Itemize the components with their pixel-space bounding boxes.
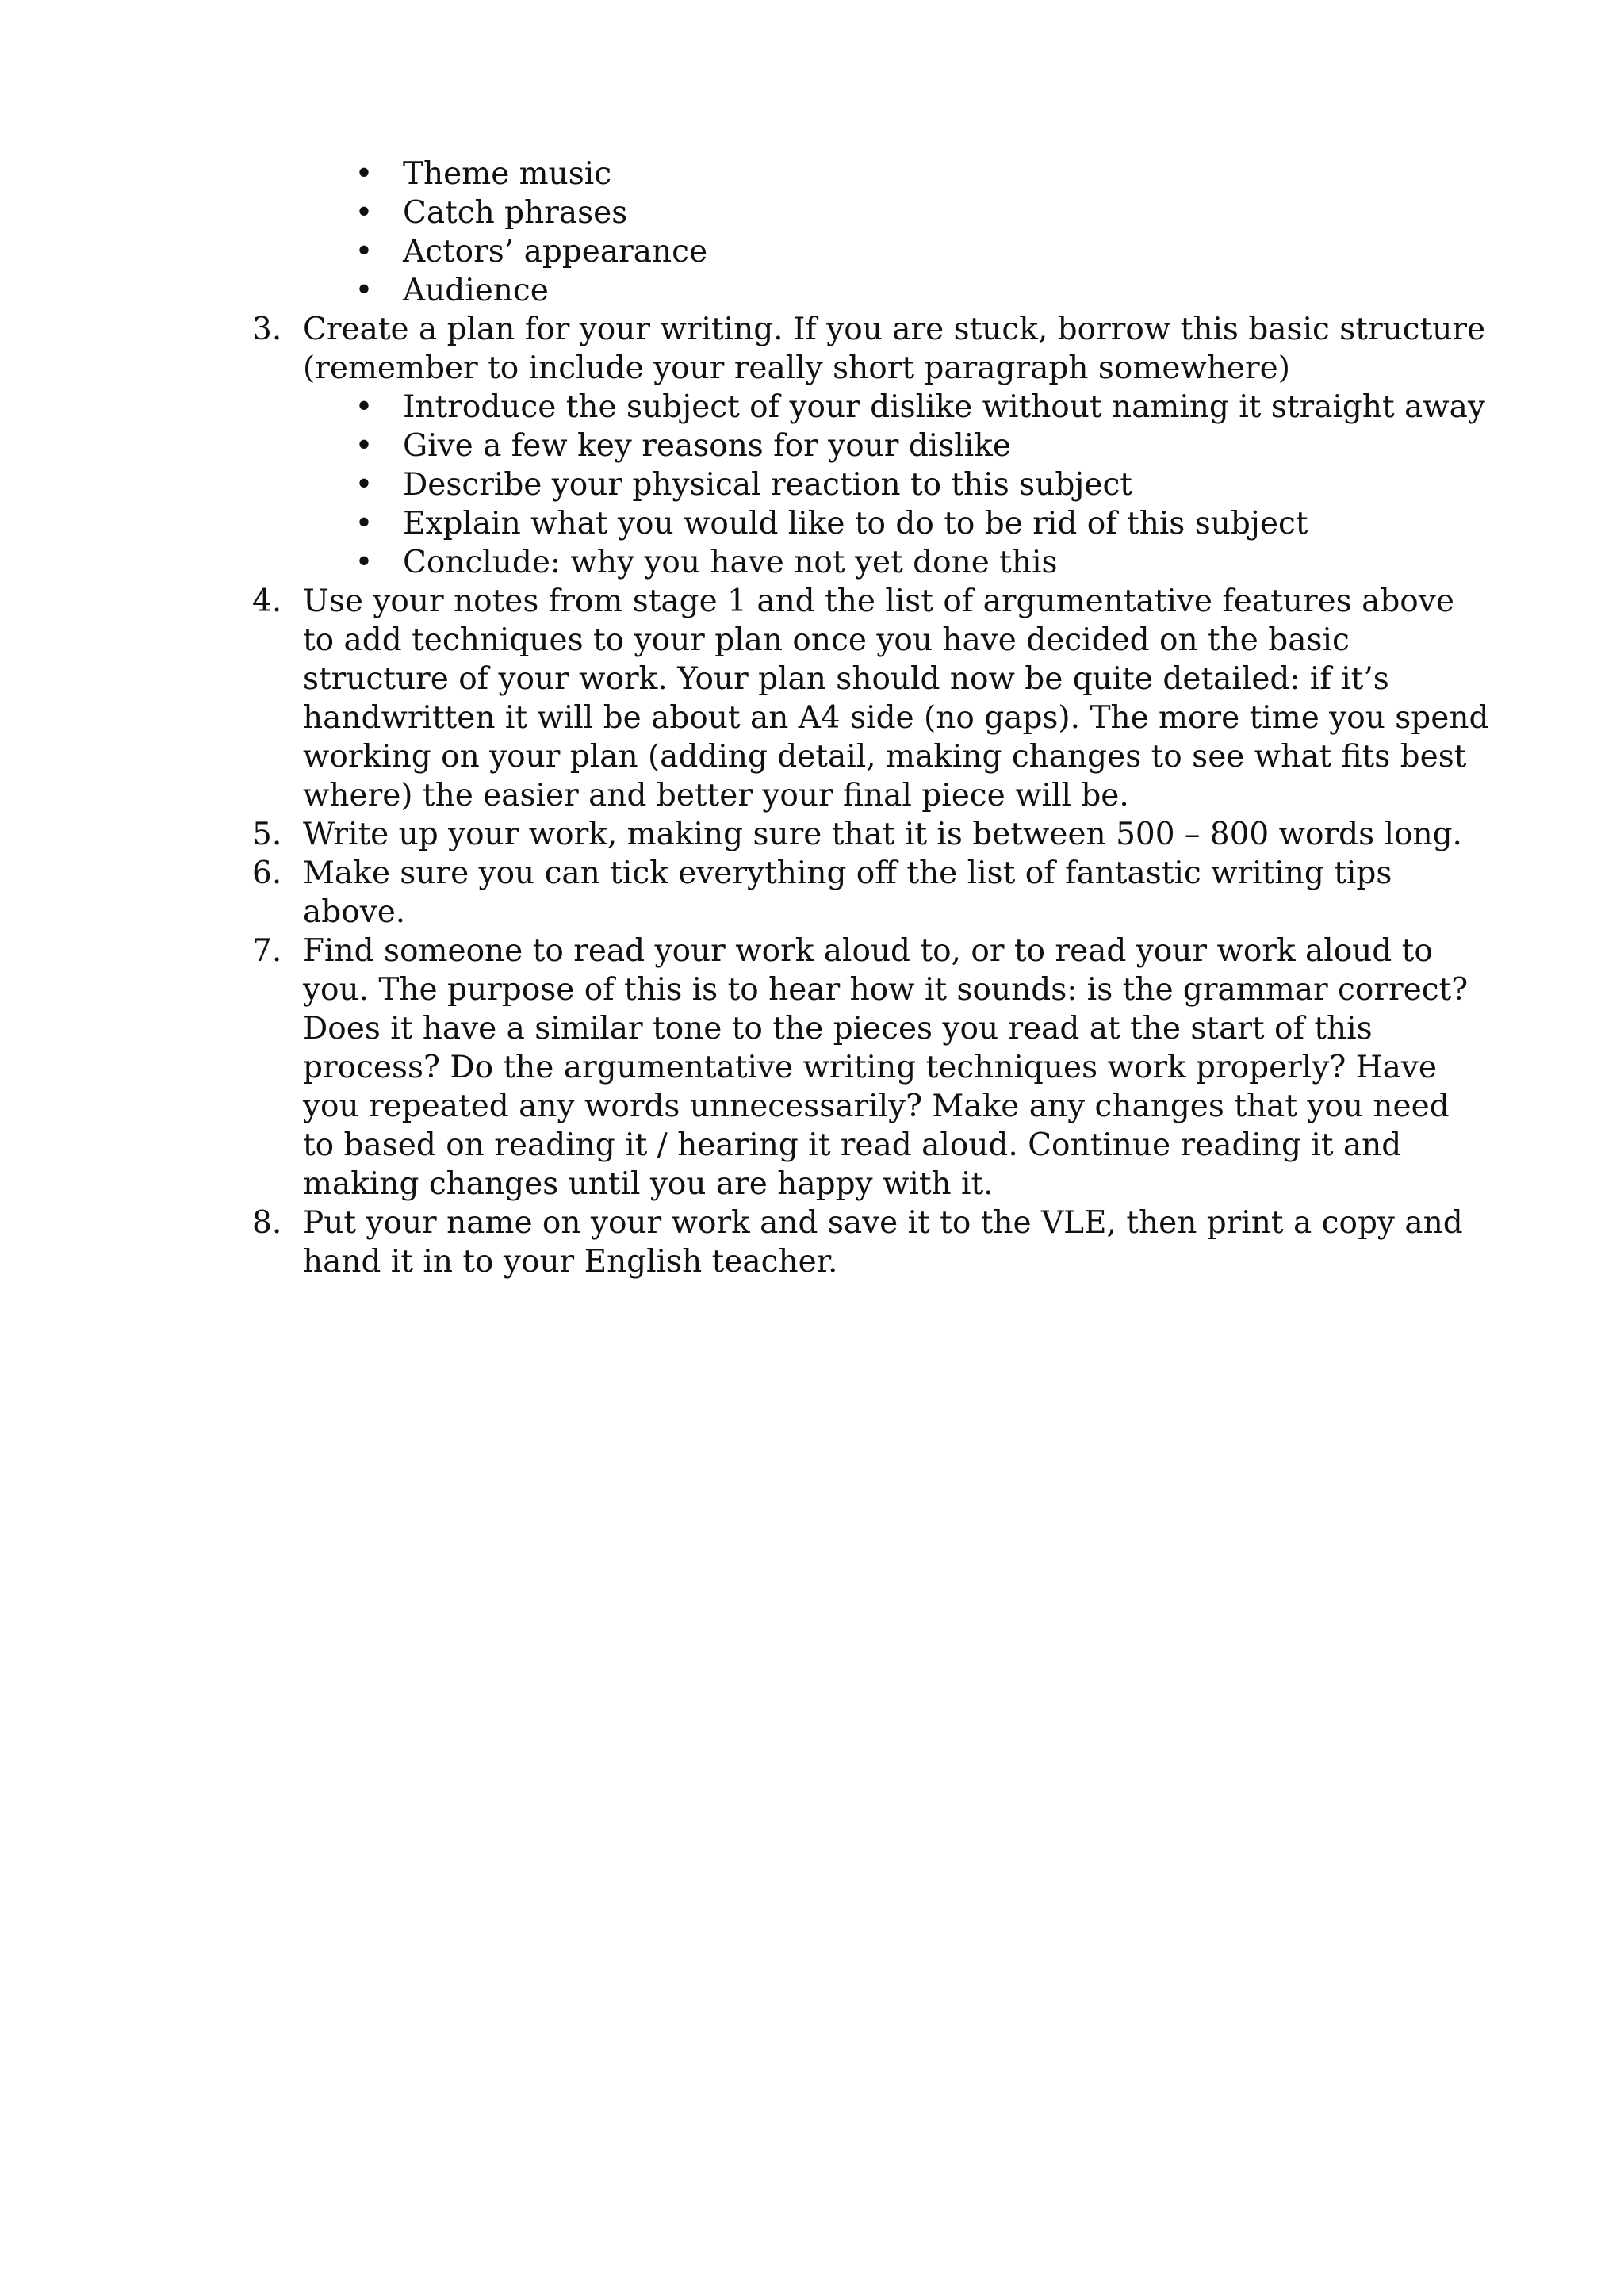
step-6 bbox=[252, 854, 1489, 932]
bullet-icon: • bbox=[354, 506, 373, 541]
bullet-text: Describe your physical reaction to this subject bbox=[403, 467, 1132, 503]
list-item bbox=[252, 388, 1489, 427]
bullet-text: Audience bbox=[403, 273, 549, 308]
bullet-text: Actors’ appearance bbox=[403, 234, 708, 270]
bullet-icon: • bbox=[354, 428, 373, 464]
list-item bbox=[252, 427, 1489, 465]
bullet-icon: • bbox=[354, 545, 373, 580]
step-number: 5. bbox=[252, 817, 282, 852]
list-item bbox=[252, 193, 1489, 232]
top-bullet-list bbox=[252, 155, 1489, 310]
step-text: Find someone to read your work aloud to, or to read your work aloud to you. The purpose of this is to hear how it sounds: is the grammar correct? Does it have a similar tone to the pieces you read at the start of this process? Do the argumentative writing techniques work properly? Have you repeated any words unnecessarily? Make any changes that you need to based on reading it / hearing it read aloud. Continue reading it and making changes until you are happy with it. bbox=[303, 933, 1469, 1202]
instructions-content bbox=[252, 155, 1489, 1281]
step-7 bbox=[252, 932, 1489, 1203]
step-number: 7. bbox=[252, 933, 282, 969]
bullet-text: Introduce the subject of your dislike without naming it straight away bbox=[403, 389, 1485, 425]
bullet-icon: • bbox=[354, 273, 373, 308]
step-text: Use your notes from stage 1 and the list of argumentative features above to add techniques to your plan once you have decided on the basic structure of your work. Your plan should now be quite detailed: if it’s handwritten it will be about an A4 side (no gaps). The more time you spend working on your plan (adding detail, making changes to see what fits best where) the easier and better your final piece will be. bbox=[303, 584, 1489, 813]
step-3 bbox=[252, 310, 1489, 582]
list-item bbox=[252, 155, 1489, 193]
step-number: 8. bbox=[252, 1205, 282, 1241]
step-3-bullet-list bbox=[252, 388, 1489, 582]
step-number: 6. bbox=[252, 855, 282, 891]
bullet-text: Catch phrases bbox=[403, 195, 628, 231]
step-text: Create a plan for your writing. If you are stuck, borrow this basic structure (remember to include your really short paragraph somewhere) bbox=[303, 312, 1486, 386]
bullet-icon: • bbox=[354, 156, 373, 192]
bullet-text: Give a few key reasons for your dislike bbox=[403, 428, 1011, 464]
bullet-icon: • bbox=[354, 195, 373, 231]
bullet-text: Theme music bbox=[403, 156, 612, 192]
list-item bbox=[252, 271, 1489, 310]
list-item bbox=[252, 504, 1489, 543]
list-item bbox=[252, 232, 1489, 271]
step-text: Write up your work, making sure that it is between 500 – 800 words long. bbox=[303, 817, 1462, 852]
step-text: Make sure you can tick everything off the list of fantastic writing tips above. bbox=[303, 855, 1392, 930]
bullet-text: Conclude: why you have not yet done this bbox=[403, 545, 1058, 580]
step-4 bbox=[252, 582, 1489, 815]
step-number: 4. bbox=[252, 584, 282, 619]
list-item bbox=[252, 465, 1489, 504]
step-5 bbox=[252, 815, 1489, 854]
bullet-text: Explain what you would like to do to be rid of this subject bbox=[403, 506, 1308, 541]
list-item bbox=[252, 543, 1489, 582]
bullet-icon: • bbox=[354, 467, 373, 503]
bullet-icon: • bbox=[354, 389, 373, 425]
bullet-icon: • bbox=[354, 234, 373, 270]
step-number: 3. bbox=[252, 312, 282, 347]
step-text: Put your name on your work and save it to the VLE, then print a copy and hand it in to your English teacher. bbox=[303, 1205, 1463, 1280]
step-8 bbox=[252, 1203, 1489, 1281]
